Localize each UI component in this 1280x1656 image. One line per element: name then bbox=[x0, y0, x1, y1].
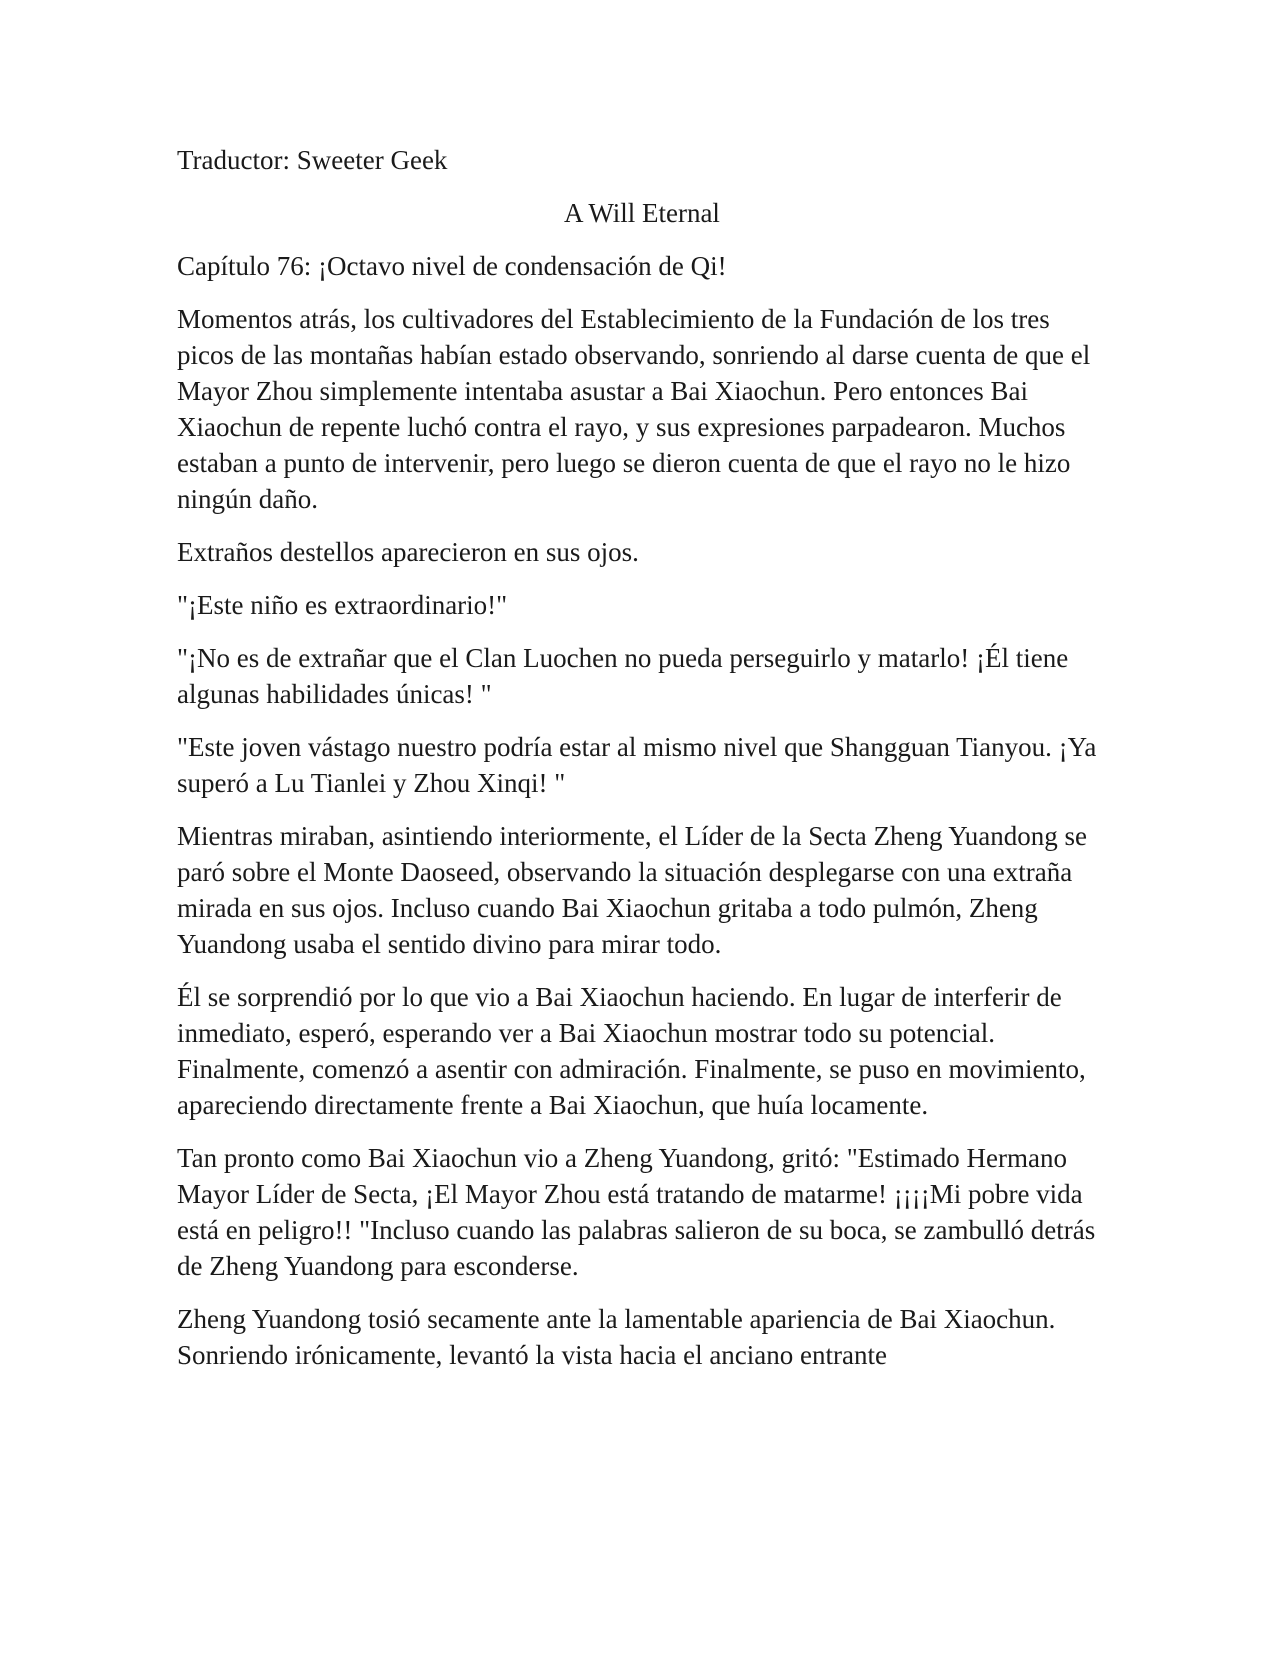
paragraph: "¡No es de extrañar que el Clan Luochen no pueda perseguirlo y matarlo! ¡Él tiene algunas habilidades únicas! " bbox=[177, 643, 1069, 709]
book-title: A Will Eternal bbox=[564, 198, 720, 228]
translator-credit: Traductor: Sweeter Geek bbox=[177, 145, 448, 175]
document-body bbox=[177, 142, 1107, 1390]
paragraph: Extraños destellos aparecieron en sus ojos. bbox=[177, 537, 639, 567]
chapter-title: Capítulo 76: ¡Octavo nivel de condensación de Qi! bbox=[177, 251, 727, 281]
paragraph: "¡Este niño es extraordinario!" bbox=[177, 590, 508, 620]
paragraph: Mientras miraban, asintiendo interiormente, el Líder de la Secta Zheng Yuandong se paró sobre el Monte Daoseed, observando la situación desplegarse con una extraña mirada en sus ojos. Incluso cuando Bai Xiaochun gritaba a todo pulmón, Zheng Yuandong usaba el sentido divino para mirar todo. bbox=[177, 821, 1087, 959]
paragraph: Zheng Yuandong tosió secamente ante la lamentable apariencia de Bai Xiaochun. Sonriendo irónicamente, levantó la vista hacia el anciano entrante bbox=[177, 1304, 1056, 1370]
paragraph: Momentos atrás, los cultivadores del Establecimiento de la Fundación de los tres picos de las montañas habían estado observando, sonriendo al darse cuenta de que el Mayor Zhou simplemente intentaba asustar a Bai Xiaochun. Pero entonces Bai Xiaochun de repente luchó contra el rayo, y sus expresiones parpadearon. Muchos estaban a punto de intervenir, pero luego se dieron cuenta de que el rayo no le hizo ningún daño. bbox=[177, 304, 1091, 514]
paragraph: Él se sorprendió por lo que vio a Bai Xiaochun haciendo. En lugar de interferir de inmediato, esperó, esperando ver a Bai Xiaochun mostrar todo su potencial. Finalmente, comenzó a asentir con admiración. Finalmente, se puso en movimiento, apareciendo directamente frente a Bai Xiaochun, que huía locamente. bbox=[177, 982, 1086, 1120]
paragraph: Tan pronto como Bai Xiaochun vio a Zheng Yuandong, gritó: "Estimado Hermano Mayor Líder de Secta, ¡El Mayor Zhou está tratando de matarme! ¡¡¡¡Mi pobre vida está en peligro!! "Incluso cuando las palabras salieron de su boca, se zambulló detrás de Zheng Yuandong para esconderse. bbox=[177, 1143, 1096, 1281]
paragraph: "Este joven vástago nuestro podría estar al mismo nivel que Shangguan Tianyou. ¡Ya superó a Lu Tianlei y Zhou Xinqi! " bbox=[177, 732, 1097, 798]
